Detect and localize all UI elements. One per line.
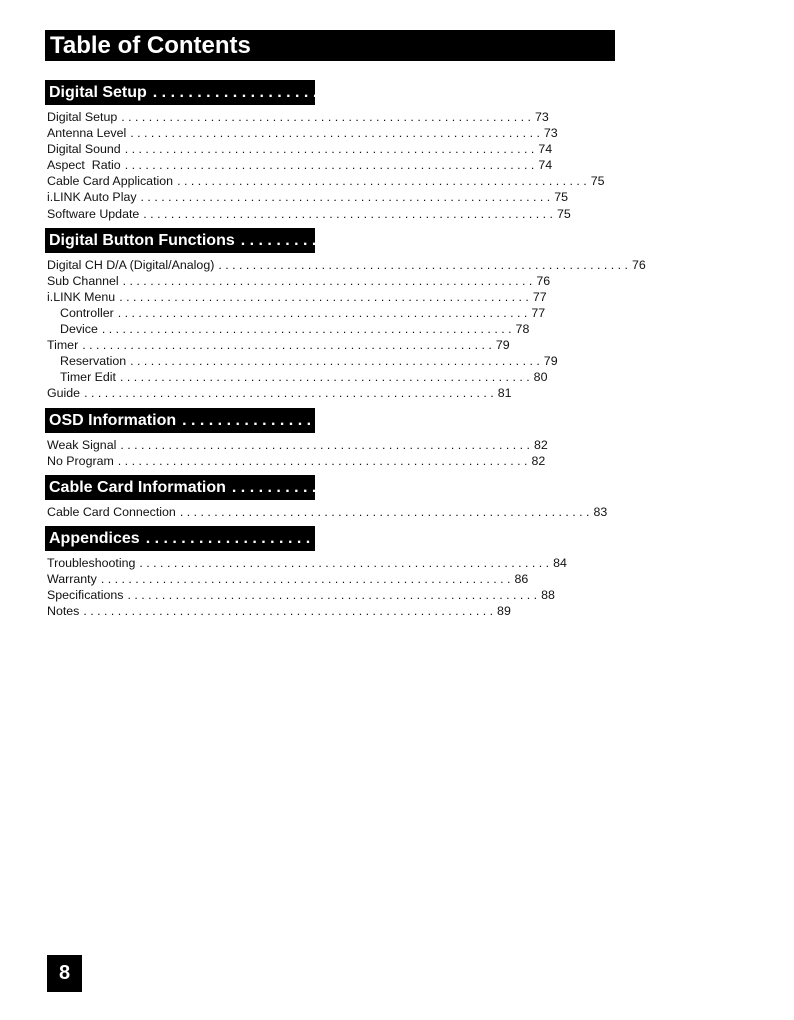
dot-leader: . . . . . . . . . . . . . . . . . . . . . . . . . . . . . . . . . . . . . . . . . . . . . . . . . . . . . . . . . . . . <box>143 206 553 221</box>
toc-entry[interactable] <box>45 157 553 173</box>
table-of-contents <box>45 80 794 625</box>
section-title: OSD Information <box>49 411 177 429</box>
toc-entry[interactable] <box>45 571 529 587</box>
dot-leader: . . . . . . . . . . . . . . . . . . . . . . . . . . . . . . . . . . . . . . . . . . . . . . . . . . . . . . . . . . . . <box>177 174 587 189</box>
dot-leader: . . . . . . . . . . . . . . . . . . . . . . . . . . . . . . . . . . . . . . . . . . . . . . . . . . . . . . . . . . . . <box>130 126 540 141</box>
entry-label: Troubleshooting <box>47 555 136 570</box>
section-heading[interactable] <box>45 526 699 551</box>
entry-label: Specifications <box>47 587 124 602</box>
dot-leader: . . . . . . . . . . . . . . . . . . . . . . . . . . . . . . . . . . . . . . . . . . . . . . . . . . . . . . . . . . . . <box>139 555 550 570</box>
page-number: 8 <box>47 955 82 992</box>
toc-entry[interactable] <box>45 173 605 189</box>
entry-page: 75 <box>590 174 605 189</box>
dot-leader: . . . . . . . . . . . . . . . . . . . . . . . . . . . . . . . . . . . . . . . . . . . . . . . . . . . . . . . . . . . . <box>83 604 494 619</box>
entry-label: Notes <box>47 604 80 619</box>
entry-label: i.LINK Auto Play <box>47 190 137 205</box>
entry-page: 80 <box>533 370 548 385</box>
toc-entry[interactable] <box>45 437 548 453</box>
dot-leader: . . . . . . . . . . . . . . . . . . . . . . . . . . . . . . . . . . . . . . . . . . . . . . . . . . . . . . . . . . . . <box>124 158 535 173</box>
dot-leader: . . . . . . . . . . . . . . . . . . . . . . . . . . . . . . . . . . . . . . . . . . . . . . . . . . . . . . . . . . . . <box>152 84 682 101</box>
toc-entry[interactable] <box>45 369 548 385</box>
entry-label: Weak Signal <box>47 437 117 452</box>
section-title: Appendices <box>49 529 140 547</box>
entry-label: Cable Card Connection <box>47 504 176 519</box>
toc-entry[interactable] <box>45 289 547 305</box>
dot-leader: . . . . . . . . . . . . . . . . . . . . . . . . . . . . . . . . . . . . . . . . . . . . . . . . . . . . . . . . . . . . <box>101 322 512 337</box>
entry-label: Antenna Level <box>47 126 127 141</box>
entry-page: 82 <box>531 453 546 468</box>
toc-entry[interactable] <box>45 385 512 401</box>
section-heading[interactable] <box>45 80 706 105</box>
toc-section <box>45 475 785 520</box>
toc-entry[interactable] <box>45 305 546 321</box>
entry-page: 77 <box>532 289 547 304</box>
dot-leader: . . . . . . . . . . . . . . . . . . . . . . . . . . . . . . . . . . . . . . . . . . . . . . . . . . . . . . . . . . . . <box>117 453 528 468</box>
entry-page: 82 <box>534 437 548 452</box>
entry-label: Cable Card Application <box>47 174 174 189</box>
section-page: 73 <box>687 84 706 101</box>
dot-leader: . . . . . . . . . . . . . . . . . . . . . . . . . . . . . . . . . . . . . . . . . . . . . . . . . . . . . . . . . . . . <box>182 411 712 429</box>
entry-page: 86 <box>514 571 529 586</box>
dot-leader: . . . . . . . . . . . . . . . . . . . . . . . . . . . . . . . . . . . . . . . . . . . . . . . . . . . . . . . . . . . . <box>231 478 761 496</box>
toc-section <box>45 526 699 619</box>
entry-page: 74 <box>538 142 553 157</box>
entry-page: 83 <box>593 504 608 519</box>
toc-section <box>45 228 794 402</box>
toc-entry[interactable] <box>45 353 558 369</box>
entry-page: 73 <box>534 110 549 124</box>
dot-leader: . . . . . . . . . . . . . . . . . . . . . . . . . . . . . . . . . . . . . . . . . . . . . . . . . . . . . . . . . . . . <box>120 370 530 385</box>
section-page: 84 <box>680 529 699 547</box>
dot-leader: . . . . . . . . . . . . . . . . . . . . . . . . . . . . . . . . . . . . . . . . . . . . . . . . . . . . . . . . . . . . <box>84 386 494 401</box>
toc-section <box>45 80 706 222</box>
entry-page: 89 <box>497 604 511 619</box>
entry-page: 76 <box>536 273 551 288</box>
entry-label: Timer <box>47 338 79 353</box>
dot-leader: . . . . . . . . . . . . . . . . . . . . . . . . . . . . . . . . . . . . . . . . . . . . . . . . . . . . . . . . . . . . <box>179 504 590 519</box>
toc-entry[interactable] <box>45 273 551 289</box>
toc-entry[interactable] <box>45 125 558 141</box>
dot-leader: . . . . . . . . . . . . . . . . . . . . . . . . . . . . . . . . . . . . . . . . . . . . . . . . . . . . . . . . . . . . <box>218 257 629 272</box>
toc-entry[interactable] <box>45 109 549 125</box>
dot-leader: . . . . . . . . . . . . . . . . . . . . . . . . . . . . . . . . . . . . . . . . . . . . . . . . . . . . . . . . . . . . <box>140 190 551 205</box>
toc-entry[interactable] <box>45 321 530 337</box>
section-page: 83 <box>766 478 785 496</box>
dot-leader: . . . . . . . . . . . . . . . . . . . . . . . . . . . . . . . . . . . . . . . . . . . . . . . . . . . . . . . . . . . . <box>145 529 675 547</box>
toc-entry[interactable] <box>45 504 608 520</box>
entry-label: Guide <box>47 386 81 401</box>
entry-label: Sub Channel <box>47 273 119 288</box>
entry-label: Aspect Ratio <box>47 158 121 173</box>
toc-section <box>45 408 735 469</box>
toc-entry[interactable] <box>45 189 569 205</box>
entry-page: 81 <box>497 386 512 401</box>
toc-entry[interactable] <box>45 257 646 273</box>
dot-leader: . . . . . . . . . . . . . . . . . . . . . . . . . . . . . . . . . . . . . . . . . . . . . . . . . . . . . . . . . . . . <box>100 571 511 586</box>
section-heading[interactable] <box>45 228 794 253</box>
entry-label: No Program <box>47 453 114 468</box>
toc-entry[interactable] <box>45 337 510 353</box>
entry-page: 75 <box>556 206 571 221</box>
dot-leader: . . . . . . . . . . . . . . . . . . . . . . . . . . . . . . . . . . . . . . . . . . . . . . . . . . . . . . . . . . . . <box>124 142 535 157</box>
toc-entry[interactable] <box>45 141 553 157</box>
entry-page: 76 <box>632 257 646 272</box>
section-title: Digital Button Functions <box>49 231 235 249</box>
section-heading[interactable] <box>45 408 735 433</box>
dot-leader: . . . . . . . . . . . . . . . . . . . . . . . . . . . . . . . . . . . . . . . . . . . . . . . . . . . . . . . . . . . . <box>119 289 529 304</box>
section-page: 76 <box>775 231 794 249</box>
section-title: Cable Card Information <box>49 478 226 496</box>
entry-page: 79 <box>543 354 558 369</box>
entry-page: 74 <box>538 158 553 173</box>
entry-label: Digital Sound <box>47 142 121 157</box>
dot-leader: . . . . . . . . . . . . . . . . . . . . . . . . . . . . . . . . . . . . . . . . . . . . . . . . . . . . . . . . . . . . <box>121 110 531 124</box>
dot-leader: . . . . . . . . . . . . . . . . . . . . . . . . . . . . . . . . . . . . . . . . . . . . . . . . . . . . . . . . . . . . <box>122 273 533 288</box>
section-page: 82 <box>717 411 735 429</box>
entry-page: 75 <box>554 190 569 205</box>
entry-page: 84 <box>553 555 567 570</box>
dot-leader: . . . . . . . . . . . . . . . . . . . . . . . . . . . . . . . . . . . . . . . . . . . . . . . . . . . . . . . . . . . . <box>240 231 770 249</box>
toc-entry[interactable] <box>45 206 571 222</box>
dot-leader: . . . . . . . . . . . . . . . . . . . . . . . . . . . . . . . . . . . . . . . . . . . . . . . . . . . . . . . . . . . . <box>120 437 531 452</box>
dot-leader: . . . . . . . . . . . . . . . . . . . . . . . . . . . . . . . . . . . . . . . . . . . . . . . . . . . . . . . . . . . . <box>130 354 540 369</box>
entry-page: 77 <box>531 305 546 320</box>
entry-label: Digital CH D/A (Digital/Analog) <box>47 257 215 272</box>
toc-entry[interactable] <box>45 587 555 603</box>
entry-page: 73 <box>543 126 558 141</box>
entry-page: 78 <box>515 322 530 337</box>
entry-page: 88 <box>541 587 555 602</box>
dot-leader: . . . . . . . . . . . . . . . . . . . . . . . . . . . . . . . . . . . . . . . . . . . . . . . . . . . . . . . . . . . . <box>82 338 492 353</box>
entry-page: 79 <box>495 338 510 353</box>
entry-label: Controller <box>60 305 114 320</box>
dot-leader: . . . . . . . . . . . . . . . . . . . . . . . . . . . . . . . . . . . . . . . . . . . . . . . . . . . . . . . . . . . . <box>117 305 528 320</box>
entry-label: Warranty <box>47 571 97 586</box>
section-heading[interactable] <box>45 475 785 500</box>
entry-label: Reservation <box>60 354 127 369</box>
entry-label: i.LINK Menu <box>47 289 116 304</box>
toc-entry[interactable] <box>45 603 511 619</box>
dot-leader: . . . . . . . . . . . . . . . . . . . . . . . . . . . . . . . . . . . . . . . . . . . . . . . . . . . . . . . . . . . . <box>127 587 538 602</box>
entry-label: Software Update <box>47 206 140 221</box>
entry-label: Device <box>60 322 98 337</box>
section-title: Digital Setup <box>49 84 147 101</box>
toc-entry[interactable] <box>45 453 546 469</box>
entry-label: Digital Setup <box>47 110 118 124</box>
toc-entry[interactable] <box>45 555 567 571</box>
page-title: Table of Contents <box>45 30 615 61</box>
entry-label: Timer Edit <box>60 370 116 385</box>
